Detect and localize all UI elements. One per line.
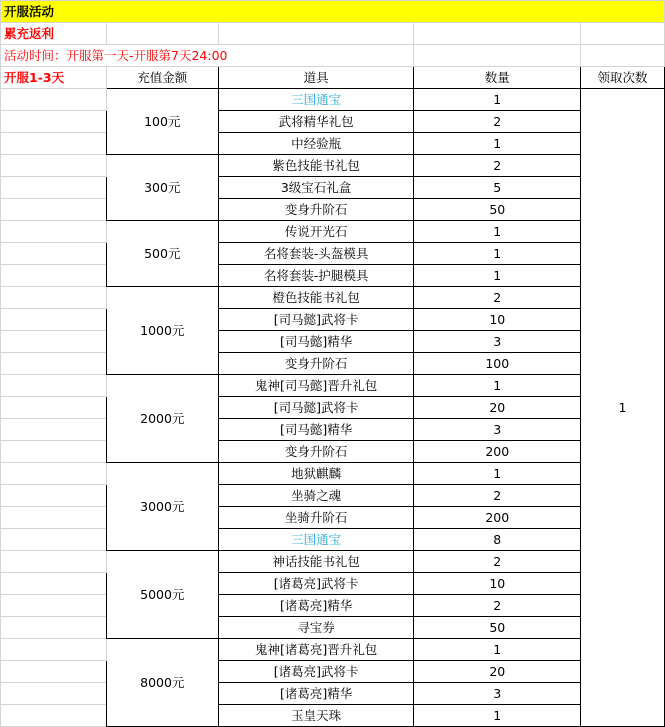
table-row (1, 639, 665, 661)
empty-cell[interactable] (1, 243, 107, 265)
empty-cell[interactable] (1, 265, 107, 287)
item-cell[interactable]: 三国通宝 (218, 89, 414, 111)
header-item[interactable]: 道具 (218, 67, 414, 89)
count-cell[interactable]: 50 (414, 617, 581, 639)
table-row (1, 177, 665, 199)
item-cell[interactable]: 玉皇天珠 (218, 705, 414, 727)
empty-cell[interactable] (1, 529, 107, 551)
count-cell[interactable]: 1 (414, 639, 581, 661)
item-cell[interactable]: 紫色技能书礼包 (218, 155, 414, 177)
header-claims[interactable]: 领取次数 (581, 67, 665, 89)
item-cell[interactable]: 鬼神[司马懿]晋升礼包 (218, 375, 414, 397)
item-cell[interactable]: [诸葛亮]精华 (218, 683, 414, 705)
empty-cell[interactable] (1, 133, 107, 155)
claims-cell[interactable]: 1 (581, 89, 665, 727)
count-cell[interactable]: 2 (414, 485, 581, 507)
count-cell[interactable]: 200 (414, 507, 581, 529)
count-cell[interactable]: 2 (414, 111, 581, 133)
header-amount[interactable]: 充值金额 (106, 67, 218, 89)
table-row (1, 221, 665, 243)
item-cell[interactable]: 变身升阶石 (218, 199, 414, 221)
item-cell[interactable]: 鬼神[诸葛亮]晋升礼包 (218, 639, 414, 661)
item-cell[interactable]: [诸葛亮]武将卡 (218, 573, 414, 595)
count-cell[interactable]: 1 (414, 243, 581, 265)
empty-cell[interactable] (1, 111, 107, 133)
table-row (1, 397, 665, 419)
table-row (1, 155, 665, 177)
header-row (1, 67, 665, 89)
time-row (1, 45, 665, 67)
table-row (1, 595, 665, 617)
item-cell[interactable]: [司马懿]精华 (218, 419, 414, 441)
empty-cell[interactable] (106, 23, 218, 45)
amount-cell[interactable]: 2000元 (106, 375, 218, 463)
count-cell[interactable]: 1 (414, 463, 581, 485)
empty-cell[interactable] (1, 639, 107, 661)
table-row (1, 265, 665, 287)
count-cell[interactable]: 50 (414, 199, 581, 221)
count-cell[interactable]: 1 (414, 221, 581, 243)
count-cell[interactable]: 5 (414, 177, 581, 199)
item-cell[interactable]: 变身升阶石 (218, 441, 414, 463)
amount-cell[interactable]: 1000元 (106, 287, 218, 375)
count-cell[interactable]: 20 (414, 661, 581, 683)
count-cell[interactable]: 3 (414, 419, 581, 441)
count-cell[interactable]: 1 (414, 265, 581, 287)
empty-cell[interactable] (1, 177, 107, 199)
sheet-subtitle[interactable]: 累充返利 (1, 23, 107, 45)
empty-cell[interactable] (1, 309, 107, 331)
empty-cell[interactable] (581, 23, 665, 45)
item-cell[interactable]: [诸葛亮]武将卡 (218, 661, 414, 683)
empty-cell[interactable] (1, 573, 107, 595)
header-count[interactable]: 数量 (414, 67, 581, 89)
empty-cell[interactable] (1, 595, 107, 617)
table-row (1, 683, 665, 705)
table-row (1, 287, 665, 309)
empty-cell[interactable] (1, 551, 107, 573)
empty-cell[interactable] (1, 419, 107, 441)
empty-cell[interactable] (1, 441, 107, 463)
title-row (1, 1, 665, 23)
item-cell[interactable]: 3级宝石礼盒 (218, 177, 414, 199)
empty-cell[interactable] (1, 661, 107, 683)
count-cell[interactable]: 2 (414, 551, 581, 573)
empty-cell[interactable] (1, 221, 107, 243)
count-cell[interactable]: 2 (414, 155, 581, 177)
item-cell[interactable]: 坐骑升阶石 (218, 507, 414, 529)
item-cell[interactable]: 中经验瓶 (218, 133, 414, 155)
table-row (1, 331, 665, 353)
empty-cell[interactable] (1, 155, 107, 177)
item-cell[interactable]: [诸葛亮]精华 (218, 595, 414, 617)
table-row (1, 243, 665, 265)
sheet-title[interactable]: 开服活动 (1, 1, 665, 23)
table-row (1, 551, 665, 573)
table-row (1, 89, 665, 111)
table-row (1, 353, 665, 375)
empty-cell[interactable] (1, 375, 107, 397)
empty-cell[interactable] (1, 89, 107, 111)
count-cell[interactable]: 3 (414, 683, 581, 705)
amount-cell[interactable]: 300元 (106, 155, 218, 221)
item-cell[interactable]: 寻宝券 (218, 617, 414, 639)
activity-time[interactable]: 活动时间：开服第一天-开服第7天24:00 (1, 45, 414, 67)
table-row (1, 375, 665, 397)
period-label[interactable]: 开服1-3天 (1, 67, 107, 89)
count-cell[interactable]: 8 (414, 529, 581, 551)
sheet-body (1, 1, 665, 727)
table-row (1, 507, 665, 529)
item-cell[interactable]: [司马懿]武将卡 (218, 309, 414, 331)
table-row (1, 419, 665, 441)
empty-cell[interactable] (1, 397, 107, 419)
empty-cell[interactable] (414, 23, 581, 45)
table-row (1, 661, 665, 683)
amount-cell[interactable]: 500元 (106, 221, 218, 287)
count-cell[interactable]: 2 (414, 287, 581, 309)
table-row (1, 617, 665, 639)
table-row (1, 199, 665, 221)
table-row (1, 573, 665, 595)
amount-cell[interactable]: 5000元 (106, 551, 218, 639)
count-cell[interactable]: 3 (414, 331, 581, 353)
count-cell[interactable]: 1 (414, 375, 581, 397)
count-cell[interactable]: 1 (414, 705, 581, 727)
item-cell[interactable]: 名将套装-头盔模具 (218, 243, 414, 265)
item-cell[interactable]: 三国通宝 (218, 529, 414, 551)
empty-cell[interactable] (1, 287, 107, 309)
item-cell[interactable]: 武将精华礼包 (218, 111, 414, 133)
empty-cell[interactable] (1, 199, 107, 221)
item-cell[interactable]: [司马懿]武将卡 (218, 397, 414, 419)
count-cell[interactable]: 100 (414, 353, 581, 375)
item-cell[interactable]: 变身升阶石 (218, 353, 414, 375)
amount-cell[interactable]: 100元 (106, 89, 218, 155)
empty-cell[interactable] (1, 617, 107, 639)
count-cell[interactable]: 20 (414, 397, 581, 419)
item-cell[interactable]: 橙色技能书礼包 (218, 287, 414, 309)
item-cell[interactable]: 名将套装-护腿模具 (218, 265, 414, 287)
count-cell[interactable]: 10 (414, 309, 581, 331)
table-row (1, 309, 665, 331)
empty-cell[interactable] (1, 353, 107, 375)
table-row (1, 441, 665, 463)
amount-cell[interactable]: 8000元 (106, 639, 218, 727)
count-cell[interactable]: 200 (414, 441, 581, 463)
table-row (1, 529, 665, 551)
count-cell[interactable]: 10 (414, 573, 581, 595)
table-row (1, 133, 665, 155)
count-cell[interactable]: 2 (414, 595, 581, 617)
table-row (1, 705, 665, 727)
empty-cell[interactable] (1, 331, 107, 353)
table-row (1, 485, 665, 507)
empty-cell[interactable] (1, 485, 107, 507)
empty-cell[interactable] (1, 705, 107, 727)
empty-cell[interactable] (218, 23, 414, 45)
item-cell[interactable]: 传说开光石 (218, 221, 414, 243)
count-cell[interactable]: 1 (414, 133, 581, 155)
table-row (1, 463, 665, 485)
item-cell[interactable]: [司马懿]精华 (218, 331, 414, 353)
empty-cell[interactable] (1, 683, 107, 705)
count-cell[interactable]: 1 (414, 89, 581, 111)
item-cell[interactable]: 地狱麒麟 (218, 463, 414, 485)
subtitle-row (1, 23, 665, 45)
item-cell[interactable]: 坐骑之魂 (218, 485, 414, 507)
empty-cell[interactable] (414, 45, 581, 67)
table-row (1, 111, 665, 133)
item-cell[interactable]: 神话技能书礼包 (218, 551, 414, 573)
empty-cell[interactable] (1, 507, 107, 529)
amount-cell[interactable]: 3000元 (106, 463, 218, 551)
empty-cell[interactable] (581, 45, 665, 67)
empty-cell[interactable] (1, 463, 107, 485)
